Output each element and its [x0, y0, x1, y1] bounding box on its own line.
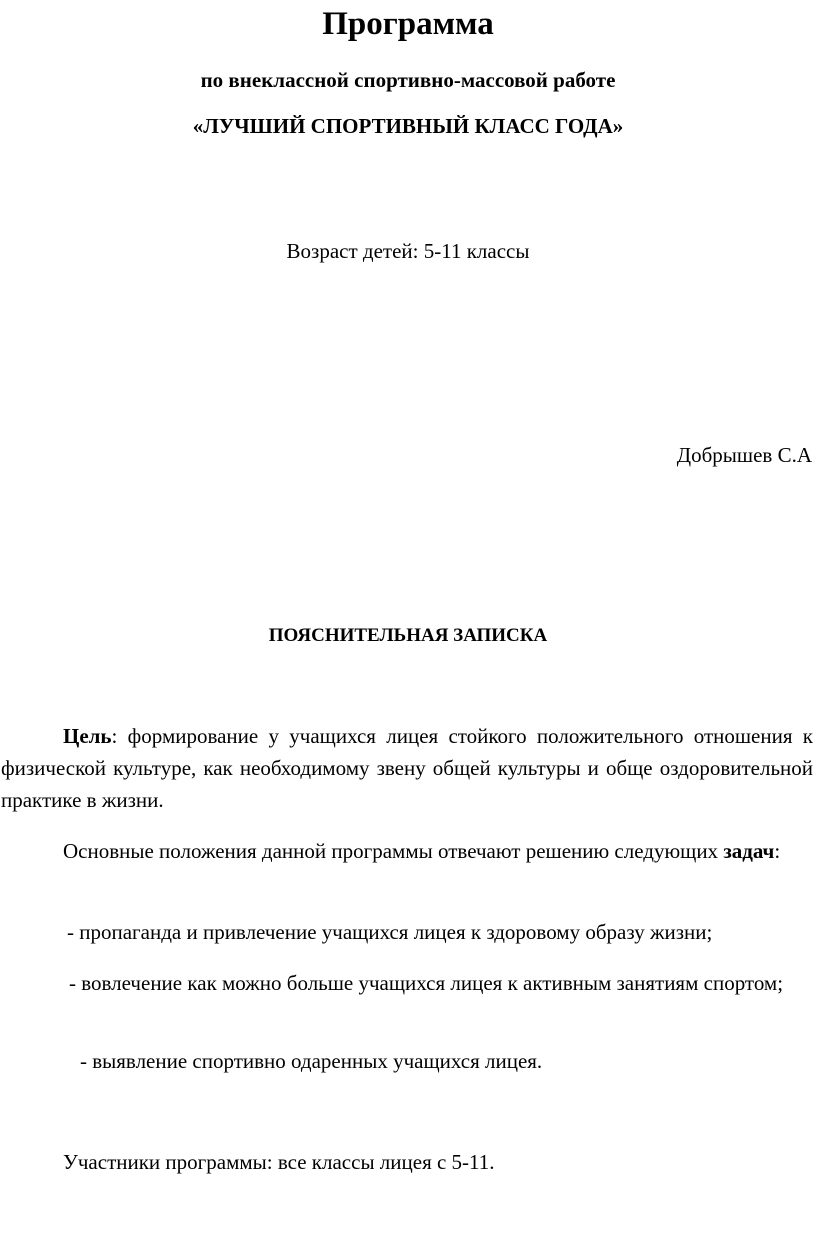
page-title: Программа — [322, 6, 494, 42]
program-subtitle: по внеклассной спортивно-массовой работе — [200, 68, 616, 92]
goal-paragraph — [1, 720, 813, 816]
tasks-colon: : — [774, 839, 781, 863]
goal-label: Цель — [63, 724, 112, 748]
basic-provisions-paragraph — [1, 835, 813, 867]
author-name: Добрышев С.А — [676, 443, 812, 467]
goal-text: : формирование у учащихся лицея стойкого положительного отношения к физической культуре, как необходимому звену общей культуры и обще оздоровительной практике в жизни. — [1, 724, 813, 812]
explanatory-note-heading: ПОЯСНИТЕЛЬНАЯ ЗАПИСКА — [268, 625, 548, 646]
task-item: - пропаганда и привлечение учащихся лицея к здоровому образу жизни; — [67, 920, 713, 944]
tasks-label: задач — [723, 839, 775, 863]
age-line: Возраст детей: 5-11 классы — [286, 239, 530, 263]
program-name: «ЛУЧШИЙ СПОРТИВНЫЙ КЛАСС ГОДА» — [192, 114, 624, 138]
basic-text: Основные положения данной программы отвечают решению следующих — [63, 839, 724, 863]
task-item: - вовлечение как можно больше учащихся лицея к активным занятиям спортом; — [69, 971, 784, 995]
task-item: - выявление спортивно одаренных учащихся лицея. — [80, 1049, 543, 1073]
participants-line: Участники программы: все классы лицея с 5-11. — [63, 1150, 495, 1174]
